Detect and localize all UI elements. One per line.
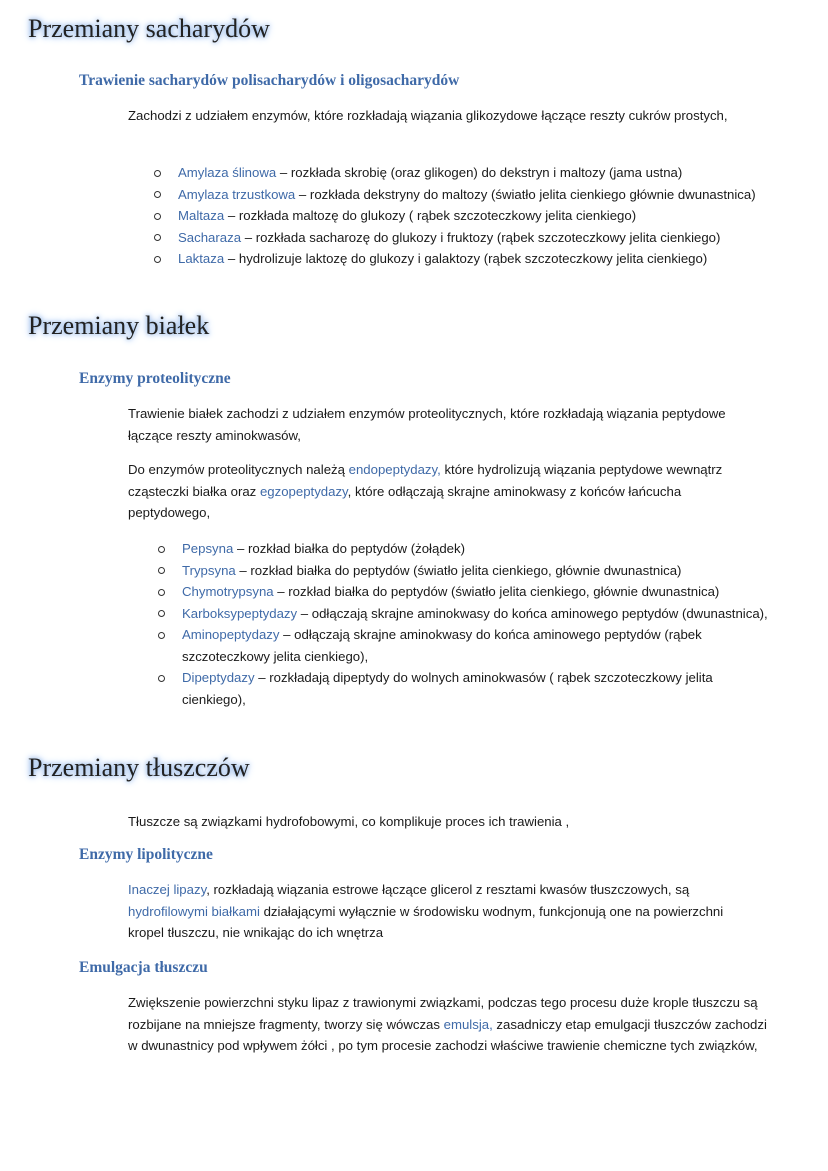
list-item: [182, 560, 772, 582]
bullet-icon: [154, 170, 161, 177]
sugars-subheading: Trawienie sacharydów polisacharydów i oligosacharydów: [79, 72, 460, 89]
text: , rozkładają wiązania estrowe łączące glicerol z resztami kwasów tłuszczowych, są: [206, 882, 690, 897]
bullet-icon: [158, 675, 165, 682]
enzyme-desc: – rozkłada dekstryny do maltozy (światło jelita cienkiego głównie dwunastnica): [295, 186, 756, 202]
bullet-icon: [158, 567, 165, 574]
bullet-icon: [154, 256, 161, 263]
lipolytic-subheading: Enzymy lipolityczne: [79, 846, 213, 863]
text: zasadniczy etap emulgacji tłuszczów zachodzi w dwunastnicy pod wpływem żółci , po tym procesie zachodzi właściwe trawienie chemiczne tych związków,: [128, 1016, 767, 1053]
list-item: [182, 603, 772, 625]
text: które hydrolizują wiązania peptydowe wewnątrz cząsteczki białka oraz: [128, 462, 723, 499]
text: Do enzymów proteolitycznych należą: [128, 462, 349, 477]
enzyme-name: Chymotrypsyna: [182, 584, 274, 599]
exopeptidases-term: egzopeptydazy: [259, 483, 348, 499]
enzyme-name: Maltaza: [178, 208, 225, 223]
text: , które odłączają skrajne aminokwasy z końców łańcucha peptydowego,: [128, 483, 682, 520]
enzyme-name: Karboksypeptydazy: [182, 605, 298, 621]
sugars-intro: Zachodzi z udziałem enzymów, które rozkładają wiązania glikozydowe łączące reszty cukrów prostych,: [128, 108, 728, 123]
proteins-intro: Trawienie białek zachodzi z udziałem enzymów proteolitycznych, które rozkładają wiązania peptydowe łączące reszty aminokwasów,: [128, 406, 726, 443]
proteins-enzyme-list: [182, 538, 772, 710]
list-item: [182, 624, 772, 667]
bullet-icon: [158, 546, 165, 553]
enzyme-desc: – rozkłada sacharozę do glukozy i fruktozy (rąbek szczoteczkowy jelita cienkiego): [241, 229, 721, 245]
enzyme-name: Pepsyna: [182, 541, 234, 556]
bullet-icon: [158, 589, 165, 596]
fats-heading: Przemiany tłuszczów: [28, 753, 250, 782]
bullet-icon: [158, 632, 165, 639]
enzyme-name: Laktaza: [178, 251, 225, 266]
list-item: [178, 184, 768, 206]
emulsification-subheading: Emulgacja tłuszczu: [79, 959, 208, 976]
text: działającymi wyłącznie w środowisku wodnym, funkcjonują one na powierzchni kropel tłuszczu, nie wnikając do ich wnętrza: [128, 903, 724, 940]
enzyme-desc: – rozkłada skrobię (oraz glikogen) do dekstryn i maltozy (jama ustna): [276, 165, 683, 180]
text: Zwiększenie powierzchni styku lipaz z trawionymi związkami, podczas tego procesu duże krople tłuszczu są rozbijane na mniejsze fragmenty, tworzy się wówczas: [128, 995, 758, 1032]
hydrophilic-proteins-term: hydrofilowymi białkami: [128, 903, 260, 919]
bullet-icon: [154, 213, 161, 220]
sugars-heading: Przemiany sacharydów: [28, 14, 270, 43]
enzyme-desc: – rozkład białka do peptydów (światło jelita cienkiego, głównie dwunastnica): [273, 584, 720, 599]
enzyme-name: Sacharaza: [178, 229, 242, 245]
lipolytic-para: [128, 879, 728, 944]
list-item: [178, 162, 768, 184]
enzyme-desc: – odłączają skrajne aminokwasy do końca aminowego peptydów (rąbek szczoteczkowy jelita cienkiego),: [182, 627, 702, 664]
enzyme-desc: – odłączają skrajne aminokwasy do końca aminowego peptydów (dwunastnica),: [297, 605, 768, 621]
emulsion-term: emulsja,: [443, 1016, 493, 1032]
enzyme-desc: – rozkład białka do peptydów (żołądek): [233, 541, 465, 556]
sugars-enzyme-list: [178, 162, 768, 270]
bullet-icon: [158, 610, 165, 617]
enzyme-desc: – hydrolizuje laktozę do glukozy i galaktozy (rąbek szczoteczkowy jelita cienkiego): [224, 251, 708, 266]
enzyme-name: Amylaza ślinowa: [178, 165, 277, 180]
list-item: [182, 581, 772, 603]
fats-intro: Tłuszcze są związkami hydrofobowymi, co komplikuje proces ich trawienia ,: [128, 814, 570, 829]
enzyme-name: Aminopeptydazy: [182, 627, 280, 642]
list-item: [182, 538, 772, 560]
list-item: [178, 227, 768, 249]
lipases-term: Inaczej lipazy: [128, 882, 207, 897]
proteins-heading: Przemiany białek: [28, 311, 210, 340]
proteins-subheading: Enzymy proteolityczne: [79, 370, 231, 387]
enzyme-desc: – rozkładają dipeptydy do wolnych aminokwasów ( rąbek szczoteczkowy jelita cienkiego),: [182, 670, 713, 707]
bullet-icon: [154, 234, 161, 241]
proteins-para: [128, 459, 728, 524]
bullet-icon: [154, 191, 161, 198]
enzyme-name: Amylaza trzustkowa: [178, 186, 296, 202]
enzyme-name: Dipeptydazy: [182, 670, 255, 685]
enzyme-desc: – rozkład białka do peptydów (światło jelita cienkiego, głównie dwunastnica): [235, 562, 682, 578]
emulsification-para: [128, 992, 768, 1057]
list-item: [182, 667, 772, 710]
list-item: [178, 248, 768, 270]
enzyme-name: Trypsyna: [182, 562, 236, 578]
enzyme-desc: – rozkłada maltozę do glukozy ( rąbek szczoteczkowy jelita cienkiego): [224, 208, 637, 223]
endopeptidases-term: endopeptydazy,: [348, 462, 441, 477]
list-item: [178, 205, 768, 227]
